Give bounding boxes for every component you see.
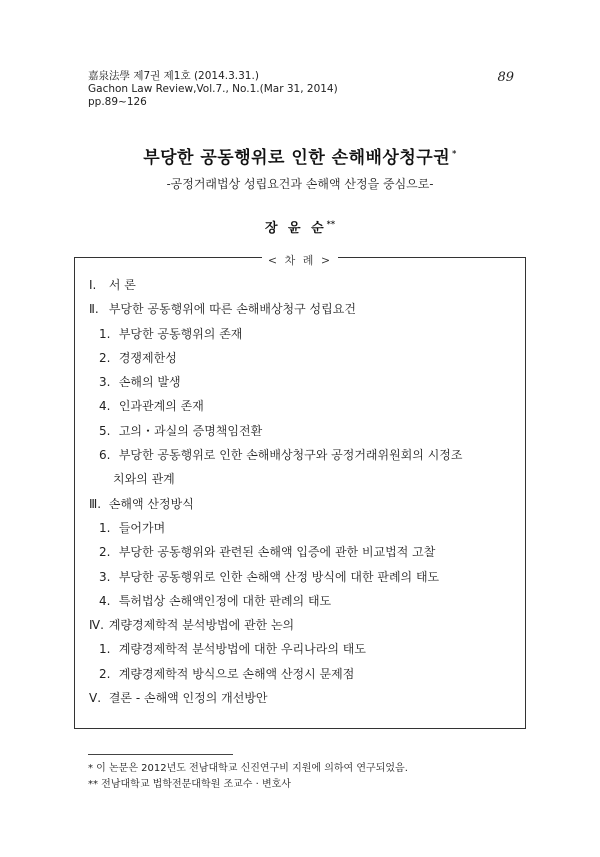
paper-subtitle: -공정거래법상 성립요건과 손해액 산정을 중심으로- — [166, 177, 434, 191]
page-range: pp.89~126 — [88, 96, 147, 108]
toc-item-text: 경쟁제한성 — [118, 350, 177, 365]
toc-item-text: 손해액 산정방식 — [108, 496, 194, 511]
toc-item — [89, 640, 519, 664]
toc-item — [89, 325, 519, 349]
toc-item — [89, 422, 519, 446]
toc-item-text: 부당한 공동행위로 인한 손해액 산정 방식에 대한 판례의 태도 — [118, 569, 440, 584]
paper-title-text: 부당한 공동행위로 인한 손해배상청구권 — [143, 148, 451, 168]
author — [0, 217, 600, 236]
toc-item — [89, 616, 519, 640]
toc-item — [89, 689, 519, 713]
toc-item-continuation — [89, 470, 519, 494]
author-footnote-mark: ** — [326, 218, 336, 229]
toc-item-text: 손해의 발생 — [118, 375, 181, 390]
footnote-divider — [88, 754, 233, 755]
toc-heading — [75, 249, 525, 268]
toc-item — [89, 519, 519, 543]
toc-item — [89, 397, 519, 421]
journal-name-korean: 嘉泉法學 제7권 제1호 (2014.3.31.) — [88, 70, 259, 82]
toc-item-number: 1. — [99, 642, 111, 657]
toc-item-text: 고의・과실의 증명책임전환 — [118, 423, 263, 438]
toc-item — [89, 373, 519, 397]
paper-title — [0, 143, 600, 168]
toc-item-number: 1. — [99, 326, 111, 341]
footnote-funding: * 이 논문은 2012년도 전남대학교 신진연구비 지원에 의하여 연구되었음. — [88, 763, 408, 774]
title-footnote-mark: * — [452, 148, 457, 159]
toc-item — [89, 349, 519, 373]
toc-item-number: Ⅰ. — [89, 278, 97, 292]
toc-item-text: 결론 - 손해액 인정의 개선방안 — [108, 691, 268, 706]
toc-item-text: 부당한 공동행위와 관련된 손해액 입증에 관한 비교법적 고찰 — [118, 545, 436, 560]
toc-item-text: 서 론 — [108, 278, 136, 292]
footnote-author-affiliation: ** 전남대학교 법학전문대학원 조교수 · 변호사 — [88, 779, 291, 790]
toc-item-number: Ⅴ. — [89, 691, 102, 706]
toc-item — [89, 300, 519, 324]
toc-item-number: 2. — [99, 350, 111, 365]
toc-item-number: 2. — [99, 666, 111, 681]
toc-item-number: 4. — [99, 593, 111, 608]
toc-heading-text: < 차 례 > — [262, 254, 338, 267]
toc-item-number: 2. — [99, 545, 111, 560]
toc-item-text: 계량경제학적 분석방법에 관한 논의 — [108, 618, 295, 633]
toc-item-text: 치와의 관계 — [113, 472, 175, 487]
toc-item — [89, 665, 519, 689]
toc-item-text: 부당한 공동행위로 인한 손해배상청구와 공정거래위원회의 시정조 — [118, 448, 463, 463]
toc-list — [89, 276, 519, 713]
toc-item-text: 부당한 공동행위의 존재 — [118, 326, 243, 341]
toc-item — [89, 568, 519, 592]
toc-item-text: 특허법상 손해액인정에 대한 판례의 태도 — [118, 593, 332, 608]
toc-item-number: 4. — [99, 399, 111, 414]
toc-item-text: 들어가며 — [118, 520, 166, 535]
author-name: 장 윤 순 — [264, 221, 327, 236]
toc-item-number: Ⅱ. — [89, 302, 99, 317]
toc-item — [89, 592, 519, 616]
journal-header — [88, 70, 338, 109]
toc-item-number: 1. — [99, 520, 111, 535]
toc-item-number: Ⅲ. — [89, 496, 102, 511]
toc-item-number: 3. — [99, 375, 111, 390]
toc-item — [89, 495, 519, 519]
page-number: 89 — [497, 70, 514, 85]
footnotes — [88, 761, 408, 793]
toc-item-number: 5. — [99, 423, 111, 438]
toc-item — [89, 446, 519, 470]
toc-item-text: 계량경제학적 방식으로 손해액 산정시 문제점 — [118, 666, 355, 681]
toc-item-number: 6. — [99, 448, 111, 463]
toc-item — [89, 276, 519, 300]
table-of-contents — [74, 254, 526, 729]
toc-item-text: 계량경제학적 분석방법에 대한 우리나라의 태도 — [118, 642, 366, 657]
toc-item-number: 3. — [99, 569, 111, 584]
toc-item-number: Ⅳ. — [89, 618, 104, 633]
toc-item-text: 부당한 공동행위에 따른 손해배상청구 성립요건 — [108, 302, 356, 317]
toc-item-text: 인과관계의 존재 — [118, 399, 204, 414]
toc-item — [89, 543, 519, 567]
journal-name-english: Gachon Law Review,Vol.7., No.1.(Mar 31, 2014) — [88, 83, 338, 95]
